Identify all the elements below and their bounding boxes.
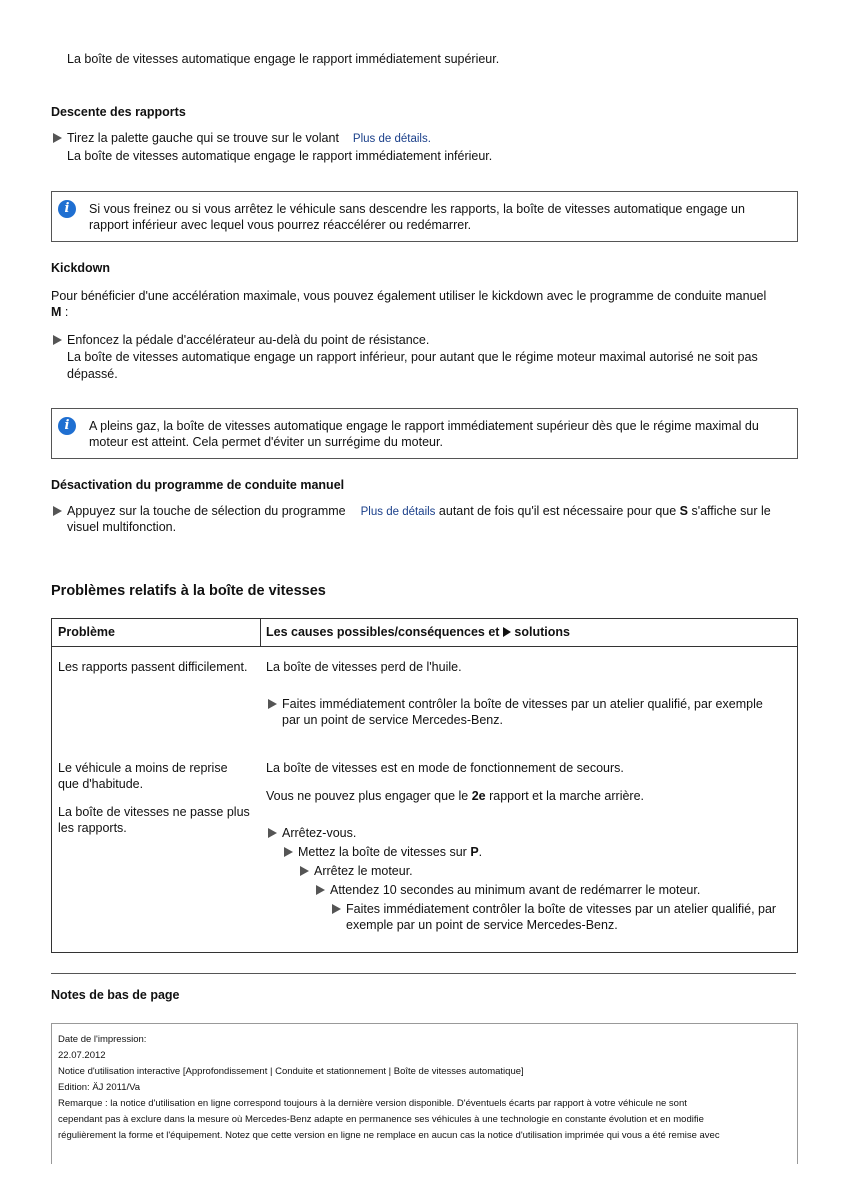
arrow-icon bbox=[503, 627, 511, 637]
step-arrow-icon bbox=[53, 335, 62, 345]
print-info-line: 22.07.2012 bbox=[58, 1050, 106, 1061]
step-text: Mettez la boîte de vitesses sur bbox=[298, 845, 471, 859]
step-arrow-icon bbox=[53, 133, 62, 143]
step-arrow-icon bbox=[268, 699, 277, 709]
note-line: Si vous freinez ou si vous arrêtez le véhicule sans descendre les rapports, la boîte de vitesses automatique engage un bbox=[89, 202, 745, 216]
problems-table bbox=[51, 618, 798, 953]
mode-letter: M bbox=[51, 305, 62, 319]
section-title-desactivation: Désactivation du programme de conduite manuel bbox=[51, 478, 345, 492]
info-icon: i bbox=[58, 417, 76, 435]
problem-cell: les rapports. bbox=[58, 821, 127, 835]
solution-text: par un point de service Mercedes-Benz. bbox=[282, 713, 503, 727]
kickdown-para-line2 bbox=[51, 304, 68, 321]
solution-step: exemple par un point de service Mercedes-Benz. bbox=[346, 918, 618, 932]
info-note bbox=[51, 191, 798, 242]
kickdown-para-line1: Pour bénéficier d'une accélération maximale, vous pouvez également utiliser le kickdown avec le programme de conduite manuel bbox=[51, 289, 767, 303]
step-arrow-icon bbox=[332, 904, 341, 914]
table-header bbox=[52, 619, 797, 647]
problem-cell: La boîte de vitesses ne passe plus bbox=[58, 805, 250, 819]
gear-value: 2e bbox=[471, 789, 486, 803]
problem-cell: Le véhicule a moins de reprise bbox=[58, 761, 228, 775]
step-arrow-icon bbox=[316, 885, 325, 895]
print-info-line: Date de l'impression: bbox=[58, 1034, 147, 1045]
cause-cell: La boîte de vitesses est en mode de fonctionnement de secours. bbox=[266, 761, 624, 775]
problems-title: Problèmes relatifs à la boîte de vitesses bbox=[51, 583, 326, 599]
step-arrow-icon bbox=[53, 506, 62, 516]
descente-step bbox=[67, 130, 431, 148]
section-title-kickdown: Kickdown bbox=[51, 261, 111, 275]
col-header-causes bbox=[266, 624, 570, 641]
problem-cell: que d'habitude. bbox=[58, 777, 144, 791]
col-header-problem: Problème bbox=[58, 625, 115, 639]
divider bbox=[51, 973, 796, 974]
solution-step: Faites immédiatement contrôler la boîte de vitesses par un atelier qualifié, par bbox=[346, 902, 777, 916]
solution-step bbox=[298, 844, 482, 861]
print-info-line: Edition: ÄJ 2011/Va bbox=[58, 1082, 141, 1093]
header-text: solutions bbox=[510, 625, 570, 639]
kickdown-result: La boîte de vitesses automatique engage un rapport inférieur, pour autant que le régime moteur maximal autorisé ne soit pas bbox=[67, 350, 758, 364]
gear-text: rapport et la marche arrière. bbox=[485, 789, 645, 803]
solution-step: Arrêtez le moteur. bbox=[314, 864, 413, 878]
para-end: : bbox=[61, 305, 69, 319]
gear-info bbox=[266, 788, 644, 805]
mode-letter: S bbox=[679, 504, 688, 518]
cause-cell: La boîte de vitesses perd de l'huile. bbox=[266, 660, 462, 674]
header-text: Les causes possibles/conséquences et bbox=[266, 625, 503, 639]
gear-position: P bbox=[470, 845, 479, 859]
details-link[interactable]: Plus de détails bbox=[360, 506, 436, 518]
solution-step: Arrêtez-vous. bbox=[282, 826, 357, 840]
kickdown-step: Enfoncez la pédale d'accélérateur au-delà du point de résistance. bbox=[67, 333, 430, 347]
details-link[interactable]: Plus de détails bbox=[352, 133, 428, 145]
footnotes-title: Notes de bas de page bbox=[51, 988, 180, 1002]
print-info-line: Remarque : la notice d'utilisation en ligne correspond toujours à la dernière version disponible. D'éventuels écarts par rapport à votre véhicule ne sont bbox=[58, 1098, 687, 1109]
print-info-line: Notice d'utilisation interactive [Approfondissement | Conduite et stationnement | Boîte de vitesses automatique] bbox=[58, 1066, 524, 1077]
descente-step-text: Tirez la palette gauche qui se trouve sur le volant bbox=[67, 131, 339, 145]
step-text: . bbox=[478, 845, 483, 859]
column-divider bbox=[260, 619, 261, 646]
gear-text: Vous ne pouvez plus engager que le bbox=[266, 789, 472, 803]
desactivation-step-line2: visuel multifonction. bbox=[67, 520, 177, 534]
note-line: rapport inférieur avec lequel vous pourrez réaccélérer ou redémarrer. bbox=[89, 218, 472, 232]
step-arrow-icon bbox=[300, 866, 309, 876]
step-arrow-icon bbox=[284, 847, 293, 857]
solution-step: Attendez 10 secondes au minimum avant de redémarrer le moteur. bbox=[330, 883, 701, 897]
solution-text: Faites immédiatement contrôler la boîte de vitesses par un atelier qualifié, par exemple bbox=[282, 697, 763, 711]
problem-cell: Les rapports passent difficilement. bbox=[58, 660, 248, 674]
link-period: . bbox=[427, 133, 431, 145]
step-arrow-icon bbox=[268, 828, 277, 838]
note-line: A pleins gaz, la boîte de vitesses automatique engage le rapport immédiatement supérieur dès que le régime maximal du bbox=[89, 419, 759, 433]
kickdown-result: dépassé. bbox=[67, 367, 118, 381]
print-info-line: régulièrement la forme et l'équipement. Notez que cette version en ligne ne remplace en aucun cas la notice d'utilisation imprimée qui vous a été remise avec bbox=[58, 1130, 720, 1141]
info-note bbox=[51, 408, 798, 459]
print-info-line: cependant pas à exclure dans la mesure où Mercedes-Benz adapte en permanence ses véhicules à une technologie en constante évolution et en modifie bbox=[58, 1114, 704, 1125]
note-line: moteur est atteint. Cela permet d'éviter un surrégime du moteur. bbox=[89, 435, 443, 449]
intro-text: La boîte de vitesses automatique engage le rapport immédiatement supérieur. bbox=[67, 52, 500, 66]
print-info-box bbox=[51, 1023, 798, 1164]
step-text: s'affiche sur le bbox=[688, 504, 771, 518]
descente-result: La boîte de vitesses automatique engage le rapport immédiatement inférieur. bbox=[67, 149, 493, 163]
step-text: autant de fois qu'il est nécessaire pour que bbox=[435, 504, 680, 518]
info-icon: i bbox=[58, 200, 76, 218]
section-title-descente: Descente des rapports bbox=[51, 105, 186, 119]
step-text: Appuyez sur la touche de sélection du programme bbox=[67, 504, 346, 518]
